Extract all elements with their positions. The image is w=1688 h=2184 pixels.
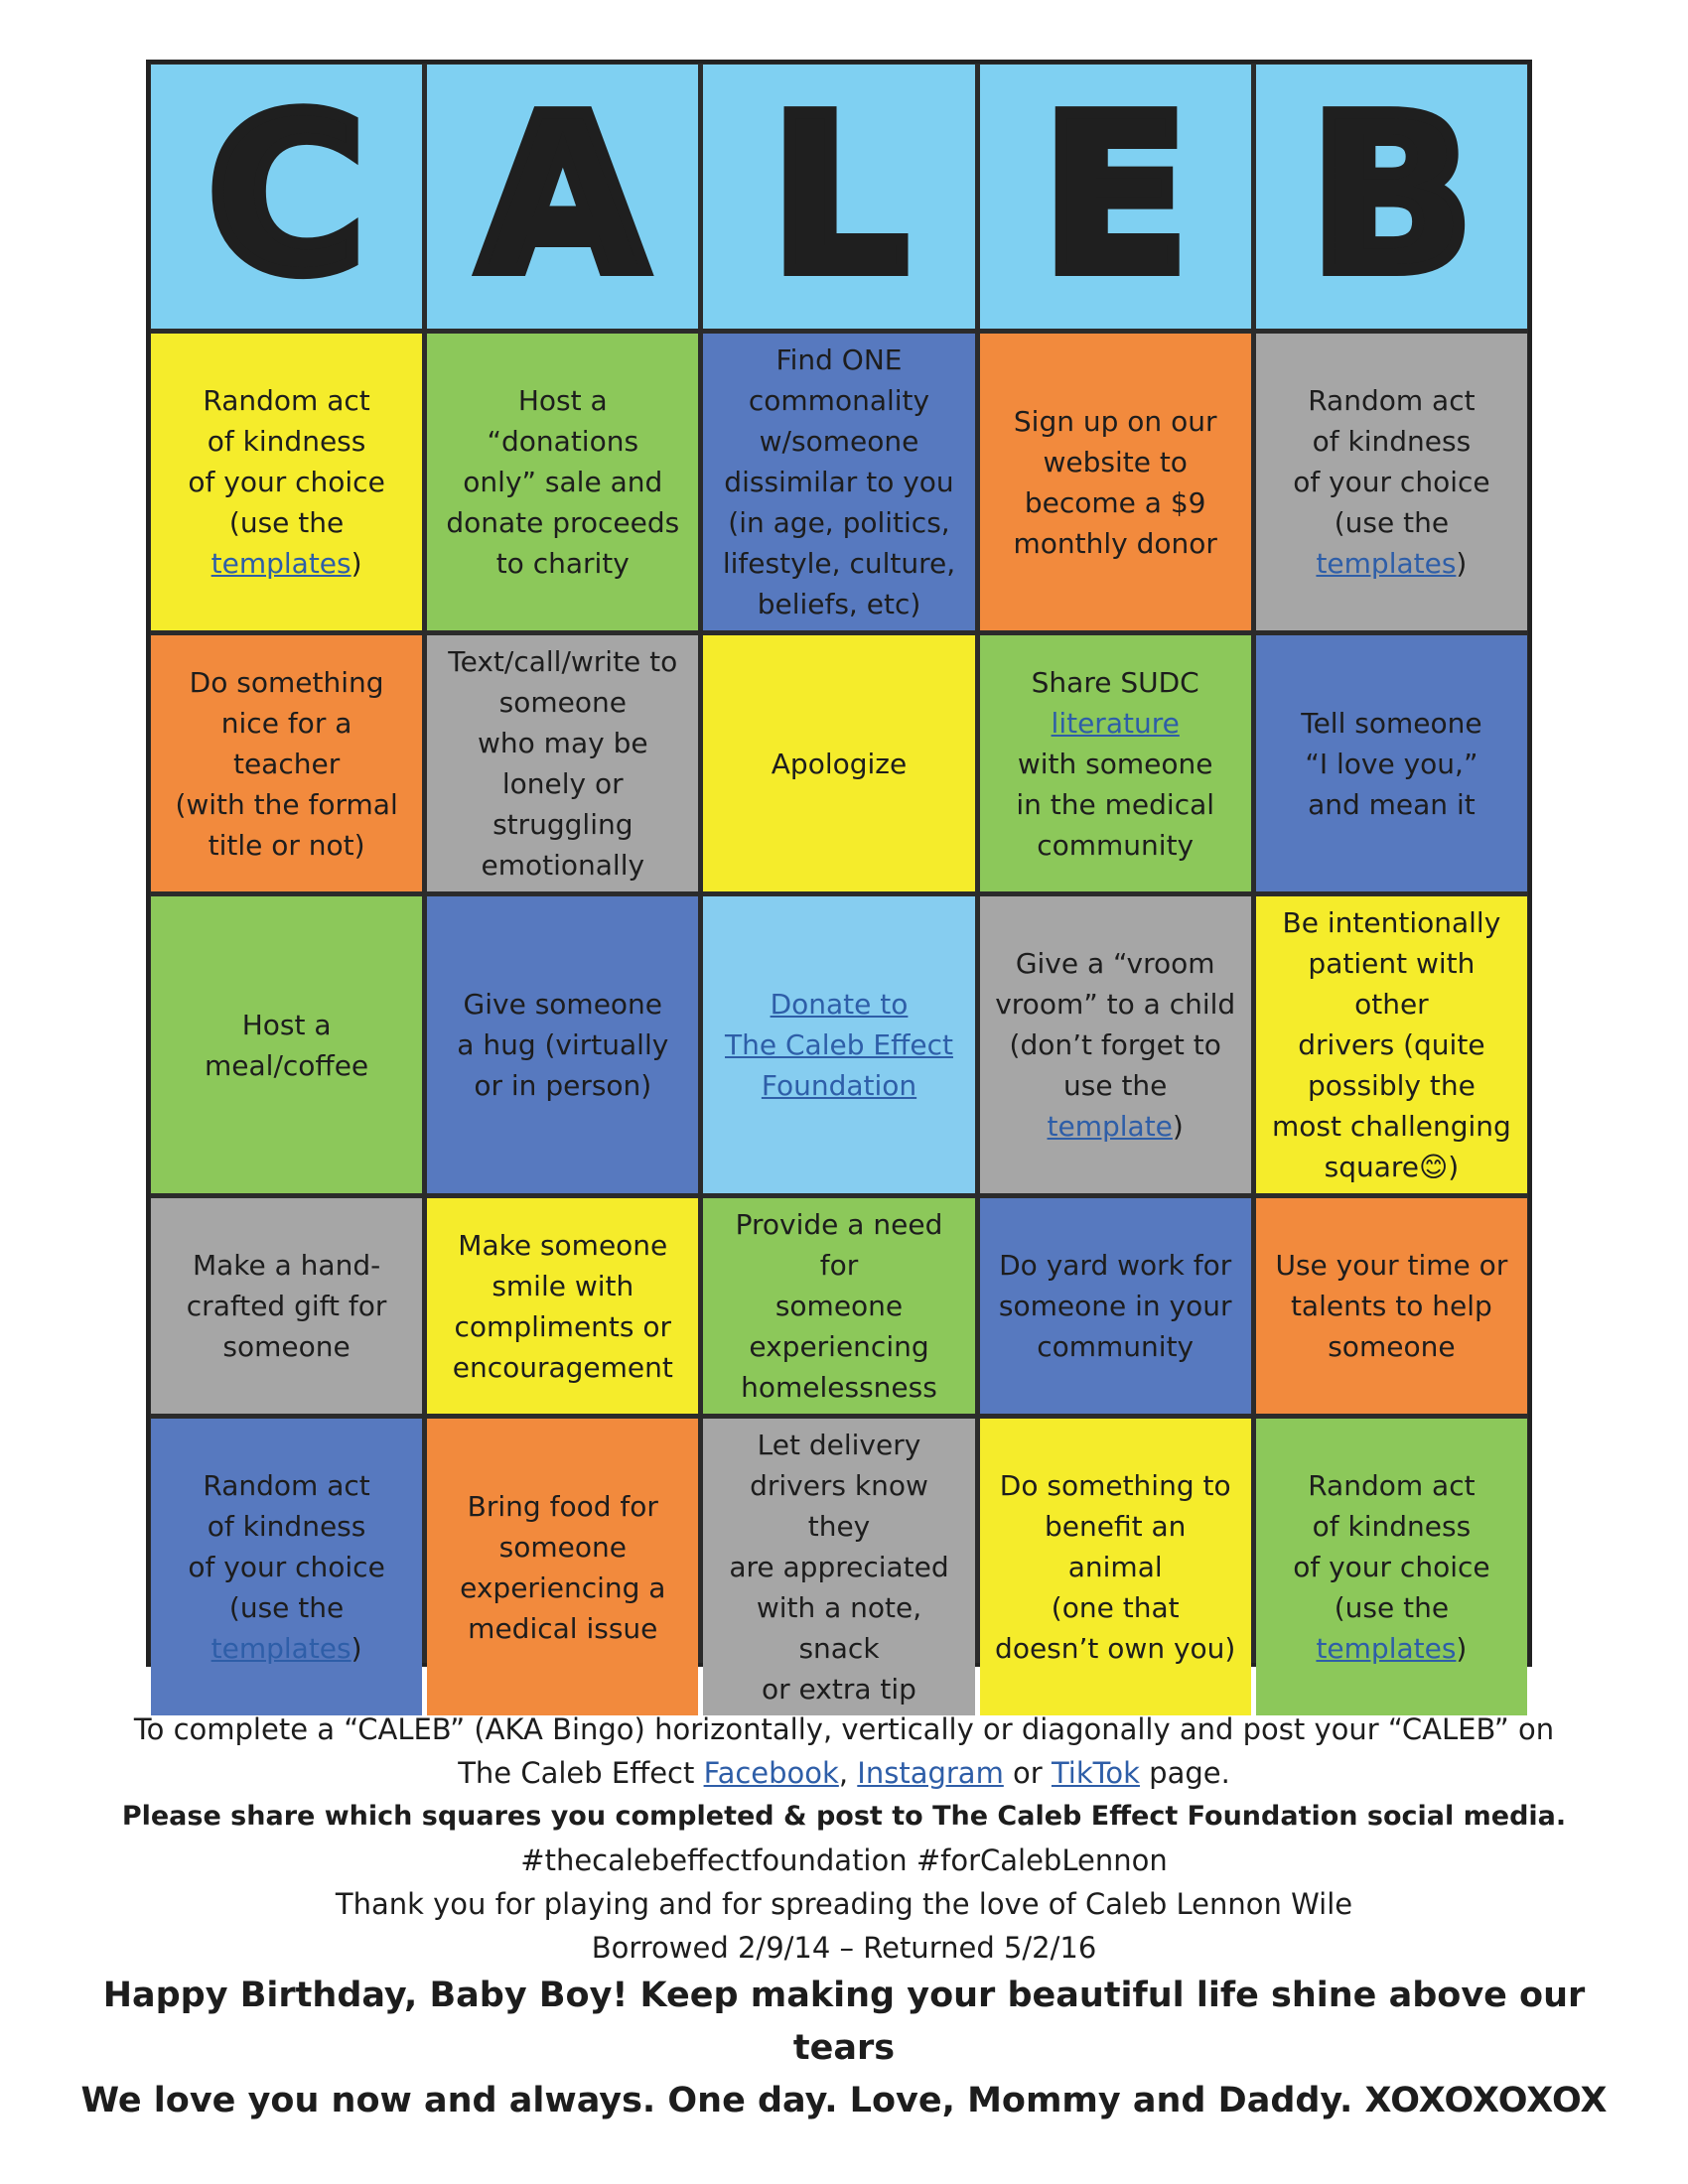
square-label: Host a meal/coffee — [205, 1008, 369, 1082]
square-label: Random act of kindness of your choice (use the — [1293, 384, 1490, 539]
hashtags-line: #thecalebeffectfoundation #forCalebLennon — [520, 1843, 1168, 1877]
square-label: Apologize — [771, 747, 908, 780]
bingo-square — [1256, 1198, 1527, 1414]
instructions-footer — [60, 1707, 1628, 2127]
square-label: Make a hand- crafted gift for someone — [186, 1249, 387, 1363]
social-suffix: page. — [1139, 1756, 1230, 1790]
square-text — [1013, 401, 1216, 564]
square-link[interactable]: Donate to The Caleb Effect Foundation — [725, 988, 953, 1102]
square-text — [448, 641, 677, 886]
header-cell-e — [980, 65, 1251, 329]
square-label: Do yard work for someone in your community — [998, 1249, 1232, 1363]
square-label: Sign up on our website to become a $9 monthly donor — [1013, 404, 1217, 560]
social-prefix: The Caleb Effect — [458, 1756, 704, 1790]
bingo-square — [427, 1419, 698, 1715]
bingo-square — [1256, 896, 1527, 1193]
square-label-after: ) — [1456, 547, 1468, 580]
facebook-link[interactable]: Facebook — [703, 1756, 839, 1790]
square-link[interactable]: template — [1047, 1110, 1173, 1143]
square-text — [1275, 1245, 1507, 1367]
square-label: Host a “donations only” sale and donate proceeds to charity — [446, 384, 680, 580]
square-text — [441, 380, 684, 584]
square-text — [717, 1425, 960, 1709]
square-text — [165, 662, 408, 866]
square-text — [187, 1245, 387, 1367]
square-label: Do something to benefit an animal (one that doesn’t own you) — [995, 1469, 1236, 1665]
square-label: Tell someone “I love you,” and mean it — [1301, 706, 1482, 821]
square-text — [717, 1204, 960, 1408]
dates-line: Borrowed 2/9/14 – Returned 5/2/16 — [591, 1931, 1097, 1965]
bingo-square — [980, 896, 1251, 1193]
bingo-square — [151, 1198, 422, 1414]
square-link[interactable]: templates — [1316, 547, 1457, 580]
square-link[interactable]: templates — [211, 547, 352, 580]
square-label: Do something nice for a teacher (with the formal title or not) — [175, 665, 398, 862]
share-request-line: Please share which squares you completed & post to The Caleb Effect Foundation social media. — [121, 1801, 1567, 1832]
square-label-after: ) — [1172, 1110, 1184, 1143]
bingo-square — [427, 635, 698, 891]
square-text — [1293, 1465, 1489, 1669]
square-text — [725, 984, 953, 1106]
bingo-square — [980, 1198, 1251, 1414]
square-text — [999, 1245, 1232, 1367]
social-links-line — [60, 1751, 1628, 1795]
square-label: Text/call/write to someone who may be lonely or struggling emotionally — [448, 645, 678, 882]
tiktok-link[interactable]: TikTok — [1051, 1756, 1140, 1790]
square-label: Provide a need for someone experiencing homelessness — [735, 1208, 943, 1404]
header-cell-c — [151, 65, 422, 329]
square-label: Make someone smile with compliments or encouragement — [452, 1228, 673, 1384]
bingo-square — [151, 635, 422, 891]
bingo-square — [703, 1198, 974, 1414]
caleb-bingo-board — [146, 60, 1532, 1706]
bingo-square — [1256, 334, 1527, 630]
square-text — [1293, 380, 1489, 584]
header-letter: C — [207, 70, 366, 322]
square-label: Share SUDC — [1031, 665, 1199, 699]
square-text — [1270, 902, 1513, 1187]
square-link[interactable]: templates — [211, 1632, 352, 1665]
square-label: Random act of kindness of your choice (use the — [188, 384, 385, 539]
square-label-after: ) — [351, 547, 362, 580]
square-text — [1016, 662, 1214, 866]
square-link[interactable]: templates — [1316, 1632, 1457, 1665]
bingo-square — [427, 1198, 698, 1414]
header-cell-b — [1256, 65, 1527, 329]
bingo-square — [703, 896, 974, 1193]
square-label-after: ) — [351, 1632, 362, 1665]
square-label: Random act of kindness of your choice (use the — [1293, 1469, 1490, 1624]
separator-text: or — [1003, 1756, 1052, 1790]
square-text — [994, 943, 1237, 1147]
bingo-square — [703, 1419, 974, 1715]
instructions-line: To complete a “CALEB” (AKA Bingo) horizontally, vertically or diagonally and post your “CALEB” on — [133, 1712, 1555, 1746]
instagram-link[interactable]: Instagram — [857, 1756, 1004, 1790]
love-message-line: We love you now and always. One day. Love, Mommy and Daddy. XOXOXOXOX — [80, 2081, 1608, 2120]
square-text — [453, 1225, 673, 1388]
header-cell-a — [427, 65, 698, 329]
square-text — [1301, 703, 1481, 825]
thank-you-line: Thank you for playing and for spreading the love of Caleb Lennon Wile — [335, 1887, 1353, 1921]
square-text — [994, 1465, 1237, 1669]
bingo-square — [427, 334, 698, 630]
header-cell-l — [703, 65, 974, 329]
separator-text: , — [838, 1756, 858, 1790]
square-link[interactable]: literature — [1051, 706, 1180, 740]
square-label: Give a “vroom vroom” to a child (don’t forget to use the — [995, 947, 1236, 1102]
bingo-square — [1256, 1419, 1527, 1715]
bingo-square — [151, 334, 422, 630]
bingo-square — [980, 1419, 1251, 1715]
bingo-square — [1256, 635, 1527, 891]
bingo-square — [151, 896, 422, 1193]
square-text — [188, 380, 384, 584]
square-label: Use your time or talents to help someone — [1275, 1249, 1508, 1363]
square-text — [205, 1005, 368, 1086]
bingo-square — [703, 635, 974, 891]
header-letter: B — [1309, 70, 1475, 322]
header-letter: E — [1041, 70, 1190, 322]
bingo-square — [151, 1419, 422, 1715]
square-label: Be intentionally patient with other drivers (quite possibly the most challenging square😊) — [1272, 906, 1511, 1183]
square-label-after: with someone in the medical community — [1016, 747, 1215, 862]
square-label: Find ONE commonality w/someone dissimilar to you (in age, politics, lifestyle, culture, beliefs, etc) — [722, 343, 956, 620]
square-label: Bring food for someone experiencing a medical issue — [460, 1489, 666, 1645]
header-letter: L — [770, 70, 909, 322]
birthday-message-line: Happy Birthday, Baby Boy! Keep making your beautiful life shine above our tears — [102, 1976, 1586, 2068]
square-text — [460, 1486, 665, 1649]
header-letter: A — [479, 70, 647, 322]
bingo-square — [703, 334, 974, 630]
square-label-after: ) — [1456, 1632, 1468, 1665]
square-label: Random act of kindness of your choice (use the — [188, 1469, 385, 1624]
square-label: Give someone a hug (virtually or in person) — [457, 988, 669, 1102]
square-label: Let delivery drivers know they are appreciated with a note, snack or extra tip — [729, 1429, 949, 1706]
square-text — [188, 1465, 384, 1669]
square-text — [457, 984, 668, 1106]
square-text — [772, 744, 907, 784]
bingo-square — [427, 896, 698, 1193]
bingo-square — [980, 334, 1251, 630]
square-text — [723, 340, 955, 624]
bingo-square — [980, 635, 1251, 891]
